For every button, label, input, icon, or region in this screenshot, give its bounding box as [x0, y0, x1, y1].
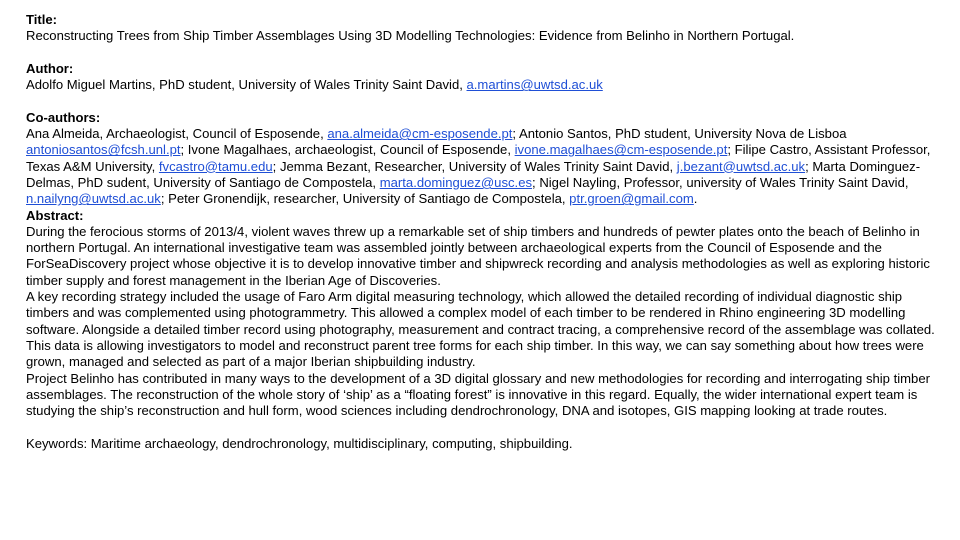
coauthor-email-link[interactable]: ana.almeida@cm-esposende.pt	[327, 126, 513, 142]
coauthor-email-link[interactable]: ptr.groen@gmail.com	[569, 191, 694, 207]
coauthor-text: Peter Gronendijk, researcher, University of Santiago de Compostela,	[168, 191, 570, 207]
author-heading: Author:	[26, 60, 74, 76]
coauthor-separator: ;	[727, 142, 735, 158]
coauthors-heading: Co-authors:	[26, 109, 101, 125]
coauthor-text: Antonio Santos, PhD student, University Nova de Lisboa	[518, 126, 847, 142]
coauthor-email-link[interactable]: n.nailyng@uwtsd.ac.uk	[26, 191, 161, 207]
coauthor-text: Filipe Castro, Assistant Professor, Texas A&M University,	[26, 142, 931, 174]
author-email-link[interactable]: a.martins@uwtsd.ac.uk	[466, 77, 603, 93]
coauthor-text: Ivone Magalhaes, archaeologist, Council of Esposende,	[187, 142, 515, 158]
abstract-paragraph: During the ferocious storms of 2013/4, violent waves threw up a remarkable set of ship timbers and hundreds of pewter plates onto the beach of Belinho in northern Portugal. An international investigative team was assembled jointly between archaeological experts from the Council of Esposende and the ForSeaDiscovery project whose objective it is to develop innovative timber and shipwreck recording and analysis methodologies as well as exploring historic timber supply and forest management in the Iberian Age of Discoveries.	[26, 223, 930, 288]
coauthor-separator: ;	[532, 174, 540, 190]
coauthor-email-link[interactable]: j.bezant@uwtsd.ac.uk	[676, 158, 806, 174]
coauthor-text: Jemma Bezant, Researcher, University of Wales Trinity Saint David,	[279, 158, 677, 174]
coauthor-separator: ;	[160, 191, 169, 207]
abstract-slide	[26, 12, 938, 452]
coauthor-email-link[interactable]: marta.dominguez@usc.es	[379, 174, 533, 190]
author-text: Adolfo Miguel Martins, PhD student, University of Wales Trinity Saint David,	[26, 77, 467, 93]
abstract-paragraph: Project Belinho has contributed in many ways to the development of a 3D digital glossary and new methodologies for recording and interrogating ship timber assemblages. The reconstruction of the whole story of ‘ship’ as a “floating forest” is innovative in this regard. Equally, the wider international expert team is studying the ship’s reconstruction and hull form, wood sciences including dendrochronology, DNA and isotopes, GIS mapping looking at trade routes.	[26, 370, 930, 419]
abstract-heading: Abstract:	[26, 207, 84, 223]
coauthor-text: Ana Almeida, Archaeologist, Council of Esposende,	[26, 126, 328, 142]
coauthors-list	[26, 126, 938, 207]
coauthor-text: Nigel Nayling, Professor, university of Wales Trinity Saint David,	[539, 174, 909, 190]
coauthor-separator: .	[693, 191, 698, 207]
keywords-line: Keywords: Maritime archaeology, dendrochronology, multidisciplinary, computing, shipbuilding.	[26, 435, 573, 451]
coauthor-email-link[interactable]: ivone.magalhaes@cm-esposende.pt	[514, 142, 728, 158]
coauthor-separator: ;	[180, 142, 188, 158]
coauthor-email-link[interactable]: fvcastro@tamu.edu	[158, 158, 273, 174]
author-line	[26, 77, 938, 93]
abstract-paragraph: A key recording strategy included the usage of Faro Arm digital measuring technology, which allowed the detailed recording of individual diagnostic ship timbers and was complemented using photogrammetry. This allowed a complex model of each timber to be rendered in Rhino engineering 3D modelling software. Alongside a detailed timber record using photography, measurement and contract tracing, a comprehensive record of the assemblage was collated.	[26, 289, 935, 337]
title-heading: Title:	[26, 12, 58, 27]
spacer	[26, 419, 938, 435]
coauthor-email-link[interactable]: antoniosantos@fcsh.unl.pt	[26, 142, 181, 158]
spacer	[26, 93, 938, 109]
coauthor-separator: ;	[512, 126, 519, 142]
coauthor-text: Marta Dominguez-Delmas, PhD sudent, University of Santiago de Compostela,	[26, 158, 921, 190]
title-text: Reconstructing Trees from Ship Timber Assemblages Using 3D Modelling Technologies: Evidence from Belinho in Northern Portugal.	[26, 28, 795, 44]
abstract-paragraph: This data is allowing investigators to model and reconstruct parent tree forms for each ship timber. In this way, we can say something about how trees were grown, managed and selected as part of a major Iberian shipbuilding industry.	[26, 337, 924, 370]
spacer	[26, 45, 938, 61]
coauthor-separator: ;	[805, 158, 813, 174]
coauthor-separator: ;	[272, 158, 280, 174]
